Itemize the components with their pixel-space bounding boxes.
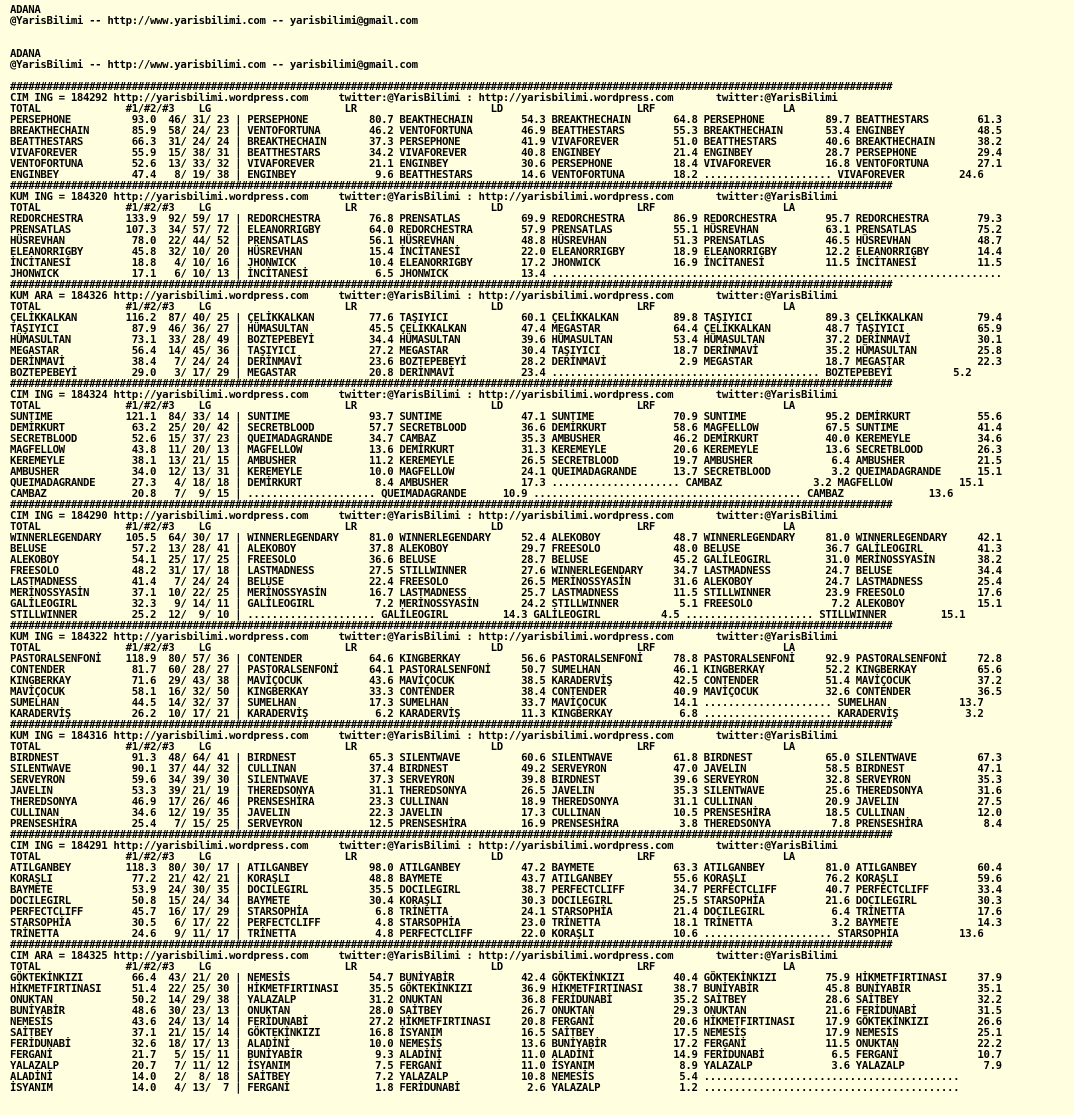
- section-divider: #################################################################################################################################################: [10, 377, 893, 390]
- text-line: KUM ING = 184316 http://yarisbilimi.wordpress.com twitter:@YarisBilimi : http://yarisbilimi.wordpress.com twitter:@YarisBilimi: [10, 729, 838, 742]
- text-line: CIM ARA = 184325 http://yarisbilimi.wordpress.com twitter:@YarisBilimi : http://yarisbilimi.wordpress.com twitter:@YarisBilimi: [10, 949, 838, 962]
- text-line: KORAŞLI 77.2 21/ 42/ 21 | KORAŞLI 48.8 BAYMETE 43.7 ATILGANBEY 55.6 KORAŞLI 76.2 KORAŞLI 59.6: [10, 872, 1002, 885]
- text-line: TRİNETTA 24.6 9/ 11/ 17 | TRİNETTA 4.8 PERFECTCLIFF 22.0 KORAŞLI 10.6 ..................... STARSOPHİA 13.6: [10, 927, 984, 940]
- text-line: ONUKTAN 50.2 14/ 29/ 38 | YALAZALP 31.2 ONUKTAN 36.8 FERİDUNABİ 35.2 SAİTBEY 28.6 SAİTBEY 32.2: [10, 993, 1002, 1006]
- column-header-row: TOTAL #1/#2/#3 LG LR LD LRF LA: [10, 102, 795, 115]
- text-line: MEGASTAR 56.4 14/ 45/ 36 | TAŞIYICI 27.2 MEGASTAR 30.4 TAŞIYICI 18.7 DERİNMAVİ 35.2 HÜMASULTAN 25.8: [10, 344, 1002, 357]
- text-line: STILLWINNER 25.2 12/ 9/ 10 | ..................... GALİLEOGIRL 14.3 GALİLEOGIRL 4.5 ..................... STILLWINNER 15.1: [10, 608, 966, 621]
- text-line: SUMELHAN 44.5 14/ 32/ 37 | SUMELHAN 17.3 SUMELHAN 33.7 MAVİÇOCUK 14.1 ..................... SUMELHAN 13.7: [10, 696, 984, 709]
- section-divider: #################################################################################################################################################: [10, 718, 893, 731]
- text-line: CIM ING = 184324 http://yarisbilimi.wordpress.com twitter:@YarisBilimi : http://yarisbilimi.wordpress.com twitter:@YarisBilimi: [10, 388, 838, 401]
- text-line: @YarisBilimi -- http://www.yarisbilimi.com -- yarisbilimi@gmail.com: [10, 14, 418, 27]
- section-divider: #################################################################################################################################################: [10, 179, 893, 192]
- text-line: BELUSE 57.2 13/ 28/ 41 | ALEKOBOY 37.8 ALEKOBOY 29.7 FREESOLO 48.0 BELUSE 36.7 GALİLEOGIRL 41.3: [10, 542, 1002, 555]
- text-line: ADANA: [10, 3, 41, 16]
- text-line: ALEKOBOY 54.1 25/ 17/ 25 | FREESOLO 36.6 BELUSE 28.7 BELUSE 45.2 GALİLEOGIRL 31.0 MERİNOSSYASİN 38.2: [10, 553, 1002, 566]
- text-line: ALADİNİ 14.0 2/ 8/ 18 | SAİTBEY 7.2 YALAZALP 10.8 NEMESİS 5.4 ..........................................: [10, 1070, 960, 1083]
- text-line: GÖKTEKİNKIZI 66.4 43/ 21/ 20 | NEMESİS 54.7 BUNİYABİR 42.4 GÖKTEKİNKIZI 40.4 GÖKTEKİNKIZI 75.9 HİKMETFIRTINASI 37.9: [10, 971, 1002, 984]
- text-line: ATILGANBEY 118.3 80/ 30/ 17 | ATILGANBEY 98.0 ATILGANBEY 47.2 BAYMETE 63.3 ATILGANBEY 81.0 ATILGANBEY 60.4: [10, 861, 1002, 874]
- text-line: BOZTEPEBEYİ 29.0 3/ 17/ 29 | MEGASTAR 20.8 DERİNMAVİ 23.4 ............................................ BOZTEPEBEYİ 5.2: [10, 366, 972, 379]
- text-line: DOCILEGIRL 50.8 15/ 24/ 34 | BAYMETE 30.4 KORAŞLI 30.3 DOCILEGIRL 25.5 STARSOPHİA 21.6 DOCILEGIRL 30.3: [10, 894, 1002, 907]
- text-line: PERSEPHONE 93.0 46/ 31/ 23 | PERSEPHONE 80.7 BEAKTHECHAIN 54.3 BREAKTHECHAIN 64.8 PERSEPHONE 89.7 BEATTHESTARS 61.3: [10, 113, 1002, 126]
- text-line: PASTORALSENFONİ 118.9 80/ 57/ 36 | CONTENDER 64.6 KINGBERKAY 56.6 PASTORALSENFONİ 78.8 PASTORALSENFONİ 92.9 PASTORALSENFONİ 72.8: [10, 652, 1002, 665]
- text-line: MERİNOSSYASİN 37.1 10/ 22/ 25 | MERİNOSSYASİN 16.7 LASTMADNESS 25.7 LASTMADNESS 11.5 STILLWINNER 23.9 FREESOLO 17.6: [10, 586, 1002, 599]
- text-line: KUM ING = 184320 http://yarisbilimi.wordpress.com twitter:@YarisBilimi : http://yarisbilimi.wordpress.com twitter:@YarisBilimi: [10, 190, 838, 203]
- section-divider: #################################################################################################################################################: [10, 938, 893, 951]
- text-line: NEMESİS 43.6 24/ 13/ 14 | FERİDUNABİ 27.2 HİKMETFIRTINASI 20.8 FERGANİ 20.6 HİKMETFIRTINASI 17.9 GÖKTEKİNKIZI 26.6: [10, 1015, 1002, 1028]
- text-line: BEATTHESTARS 66.3 31/ 24/ 24 | BREAKTHECHAIN 37.3 PERSEPHONE 41.9 VIVAFOREVER 51.0 BEATTHESTARS 40.6 BREAKTHECHAIN 38.2: [10, 135, 1002, 148]
- text-line: KEREMEYLE 38.1 13/ 21/ 15 | AMBUSHER 11.2 KEREMEYLE 26.5 SECRETBLOOD 19.7 AMBUSHER 6.4 AMBUSHER 21.5: [10, 454, 1002, 467]
- column-header-row: TOTAL #1/#2/#3 LG LR LD LRF LA: [10, 520, 795, 533]
- text-line: KUM ING = 184322 http://yarisbilimi.wordpress.com twitter:@YarisBilimi : http://yarisbilimi.wordpress.com twitter:@YarisBilimi: [10, 630, 838, 643]
- text-line: ELEANORRIGBY 45.8 32/ 10/ 20 | HÜSREVHAN 15.4 İNCİTANESİ 22.0 ELEANORRIGBY 18.9 ELEANORRIGBY 12.2 ELEANORRIGBY 14.4: [10, 245, 1002, 258]
- column-header-row: TOTAL #1/#2/#3 LG LR LD LRF LA: [10, 960, 795, 973]
- text-line: THEREDSONYA 46.9 17/ 26/ 46 | PRENSESHİRA 23.3 CULLINAN 18.9 THEREDSONYA 31.1 CULLINAN 20.9 JAVELIN 27.5: [10, 795, 1002, 808]
- text-line: PRENSATLAS 107.3 34/ 57/ 72 | ELEANORRIGBY 64.0 REDORCHESTRA 57.9 PRENSATLAS 55.1 HÜSREVHAN 63.1 PRENSATLAS 75.2: [10, 223, 1002, 236]
- text-line: CIM ING = 184290 http://yarisbilimi.wordpress.com twitter:@YarisBilimi : http://yarisbilimi.wordpress.com twitter:@YarisBilimi: [10, 509, 838, 522]
- text-line: @YarisBilimi -- http://www.yarisbilimi.com -- yarisbilimi@gmail.com: [10, 58, 418, 71]
- section-divider: #################################################################################################################################################: [10, 80, 893, 93]
- text-line: HÜMASULTAN 73.1 33/ 28/ 49 | BOZTEPEBEYİ 34.4 HÜMASULTAN 39.6 HÜMASULTAN 53.4 HÜMASULTAN 37.2 DERİNMAVİ 30.1: [10, 333, 1002, 346]
- text-line: MAVİÇOCUK 58.1 16/ 32/ 50 | KINGBERKAY 33.3 CONTENDER 38.4 CONTENDER 40.9 MAVİÇOCUK 32.6 CONTENDER 36.5: [10, 685, 1002, 698]
- text-line: İNCİTANESİ 18.8 4/ 10/ 16 | JHONWICK 10.4 ELEANORRIGBY 17.2 JHONWICK 16.9 İNCİTANESİ 11.5 İNCİTANESİ 11.5: [10, 256, 1002, 269]
- text-line: SUNTIME 121.1 84/ 33/ 14 | SUNTIME 93.7 SUNTIME 47.1 SUNTIME 70.9 SUNTIME 95.2 DEMİRKURT 55.6: [10, 410, 1002, 423]
- text-line: KINGBERKAY 71.6 29/ 43/ 38 | MAVİÇOCUK 43.6 MAVİÇOCUK 38.5 KARADERVİŞ 42.5 CONTENDER 51.4 MAVİÇOCUK 37.2: [10, 674, 1002, 687]
- text-line: HÜSREVHAN 78.0 22/ 44/ 52 | PRENSATLAS 56.1 HÜSREVHAN 48.8 HÜSREVHAN 51.3 PRENSATLAS 46.5 HÜSREVHAN 48.7: [10, 234, 1002, 247]
- section-divider: #################################################################################################################################################: [10, 278, 893, 291]
- text-line: GALİLEOGIRL 32.3 9/ 14/ 11 | GALİLEOGIRL 7.2 MERİNOSSYASİN 24.2 STILLWINNER 5.1 FREESOLO 7.2 ALEKOBOY 15.1: [10, 597, 1002, 610]
- text-line: CULLINAN 34.6 12/ 19/ 35 | JAVELIN 22.3 JAVELIN 17.3 CULLINAN 10.5 PRENSESHİRA 18.5 CULLINAN 12.0: [10, 806, 1002, 819]
- text-line: BUNİYABİR 48.6 30/ 23/ 13 | ONUKTAN 28.0 SAİTBEY 26.7 ONUKTAN 29.3 ONUKTAN 21.6 FERİDUNABİ 31.5: [10, 1004, 1002, 1017]
- text-line: CIM ING = 184291 http://yarisbilimi.wordpress.com twitter:@YarisBilimi : http://yarisbilimi.wordpress.com twitter:@YarisBilimi: [10, 839, 838, 852]
- text-line: QUEIMADAGRANDE 27.3 4/ 18/ 18 | DEMİRKURT 8.4 AMBUSHER 17.3 ..................... CAMBAZ 3.2 MAGFELLOW 15.1: [10, 476, 984, 489]
- text-line: DERİNMAVİ 38.4 7/ 24/ 24 | DERİNMAVİ 23.6 BOZTEPEBEYİ 28.2 DERİNMAVİ 2.9 MEGASTAR 18.7 MEGASTAR 22.3: [10, 355, 1002, 368]
- text-line: PRENSESHİRA 25.4 7/ 15/ 25 | SERVEYRON 12.5 PRENSESHİRA 16.9 PRENSESHİRA 3.8 THEREDSONYA 7.8 PRENSESHİRA 8.4: [10, 817, 1002, 830]
- text-line: LASTMADNESS 41.4 7/ 24/ 24 | BELUSE 22.4 FREESOLO 26.5 MERİNOSSYASİN 31.6 ALEKOBOY 24.7 LASTMADNESS 25.4: [10, 575, 1002, 588]
- section-divider: #################################################################################################################################################: [10, 619, 893, 632]
- column-header-row: TOTAL #1/#2/#3 LG LR LD LRF LA: [10, 641, 795, 654]
- text-line: VENTOFORTUNA 52.6 13/ 33/ 32 | VIVAFOREVER 21.1 ENGINBEY 30.6 PERSEPHONE 18.4 VIVAFOREVER 16.8 VENTOFORTUNA 27.1: [10, 157, 1002, 170]
- text-line: ÇELİKKALKAN 116.2 87/ 40/ 25 | ÇELİKKALKAN 77.6 TAŞIYICI 60.1 ÇELİKKALKAN 89.8 TAŞIYICI 89.3 ÇELİKKALKAN 79.4: [10, 311, 1002, 324]
- text-line: FREESOLO 48.2 31/ 17/ 18 | LASTMADNESS 27.5 STILLWINNER 27.6 WINNERLEGENDARY 34.7 LASTMADNESS 24.7 BELUSE 34.4: [10, 564, 1002, 577]
- text-line: SILENTWAVE 90.1 37/ 44/ 32 | CULLINAN 37.4 BIRDNEST 49.2 SERVEYRON 47.0 JAVELIN 58.5 BIRDNEST 47.1: [10, 762, 1002, 775]
- text-line: CAMBAZ 20.8 7/ 9/ 15 | ..................... QUEIMADAGRANDE 10.9 ............................................ CAMBAZ 13.6: [10, 487, 954, 500]
- text-line: CONTENDER 81.7 60/ 28/ 27 | PASTORALSENFONİ 64.1 PASTORALSENFONİ 50.7 SUMELHAN 46.1 KINGBERKAY 52.2 KINGBERKAY 65.6: [10, 663, 1002, 676]
- text-line: BREAKTHECHAIN 85.9 58/ 24/ 23 | VENTOFORTUNA 46.2 VENTOFORTUNA 46.9 BEATTHESTARS 55.3 BREAKTHECHAIN 53.4 ENGINBEY 48.5: [10, 124, 1002, 137]
- text-line: FERGANİ 21.7 5/ 15/ 11 | BUNİYABİR 9.3 ALADİNİ 11.0 ALADİNİ 14.9 FERİDUNABİ 6.5 FERGANİ 10.7: [10, 1048, 1002, 1061]
- text-line: HİKMETFIRTINASI 51.4 22/ 25/ 30 | HİKMETFIRTINASI 35.5 GÖKTEKİNKIZI 36.9 HİKMETFIRTINASI 38.7 BUNİYABİR 45.8 BUNİYABİR 35.1: [10, 982, 1002, 995]
- text-line: SERVEYRON 59.6 34/ 39/ 30 | SILENTWAVE 37.3 SERVEYRON 39.8 BIRDNEST 39.6 SERVEYRON 32.8 SERVEYRON 35.3: [10, 773, 1002, 786]
- text-line: ENGINBEY 47.4 8/ 19/ 38 | ENGINBEY 9.6 BEATTHESTARS 14.6 VENTOFORTUNA 18.2 ..................... VIVAFOREVER 24.6: [10, 168, 984, 181]
- text-line: CIM ING = 184292 http://yarisbilimi.wordpress.com twitter:@YarisBilimi : http://yarisbilimi.wordpress.com twitter:@YarisBilimi: [10, 91, 838, 104]
- text-line: FERİDUNABİ 32.6 18/ 17/ 13 | ALADİNİ 10.0 NEMESİS 13.6 BUNİYABİR 17.2 FERGANİ 11.5 ONUKTAN 22.2: [10, 1037, 1002, 1050]
- text-line: TAŞIYICI 87.9 46/ 36/ 27 | HÜMASULTAN 45.5 ÇELİKKALKAN 47.4 MEGASTAR 64.4 ÇELİKKALKAN 48.7 TAŞIYICI 65.9: [10, 322, 1002, 335]
- text-line: KARADERVİŞ 26.2 10/ 17/ 21 | KARADERVİŞ 6.2 KARADERVİŞ 11.3 KINGBERKAY 6.8 ..................... KARADERVİŞ 3.2: [10, 707, 984, 720]
- text-line: [10, 37, 1064, 48]
- text-line: SECRETBLOOD 52.6 15/ 37/ 23 | QUEIMADAGRANDE 34.7 CAMBAZ 35.3 AMBUSHER 46.2 DEMİRKURT 40.0 KEREMEYLE 34.6: [10, 432, 1002, 445]
- text-line: STARSOPHİA 30.5 6/ 17/ 22 | PERFECTCLIFF 4.8 STARSOPHİA 23.0 TRİNETTA 18.1 TRİNETTA 3.2 BAYMETE 14.3: [10, 916, 1002, 929]
- section-divider: #################################################################################################################################################: [10, 828, 893, 841]
- text-line: VIVAFOREVER 55.9 15/ 38/ 31 | BEATTHESTARS 34.2 VIVAFOREVER 40.8 ENGINBEY 21.4 ENGINBEY 28.7 PERSEPHONE 29.4: [10, 146, 1002, 159]
- text-line: BAYMETE 53.9 24/ 30/ 35 | DOCILEGIRL 35.5 DOCILEGIRL 38.7 PERFECTCLIFF 34.7 PERFECTCLIFF 40.7 PERFECTCLIFF 33.4: [10, 883, 1002, 896]
- text-line: JAVELIN 53.3 39/ 21/ 19 | THEREDSONYA 31.1 THEREDSONYA 26.5 JAVELIN 35.3 SILENTWAVE 25.6 THEREDSONYA 31.6: [10, 784, 1002, 797]
- section-divider: #################################################################################################################################################: [10, 498, 893, 511]
- column-header-row: TOTAL #1/#2/#3 LG LR LD LRF LA: [10, 850, 795, 863]
- text-line: BIRDNEST 91.3 48/ 64/ 41 | BIRDNEST 65.3 SILENTWAVE 60.6 SILENTWAVE 61.8 BIRDNEST 65.0 SILENTWAVE 67.3: [10, 751, 1002, 764]
- text-line: WINNERLEGENDARY 105.5 64/ 30/ 17 | WINNERLEGENDARY 81.0 WINNERLEGENDARY 52.4 ALEKOBOY 48.7 WINNERLEGENDARY 81.0 WINNERLEGENDARY 42.1: [10, 531, 1002, 544]
- text-line: MAGFELLOW 43.8 11/ 20/ 13 | MAGFELLOW 13.6 DEMİRKURT 31.3 KEREMEYLE 20.6 KEREMEYLE 13.6 SECRETBLOOD 26.3: [10, 443, 1002, 456]
- text-line: AMBUSHER 34.0 12/ 13/ 31 | KEREMEYLE 10.0 MAGFELLOW 24.1 QUEIMADAGRANDE 13.7 SECRETBLOOD 3.2 QUEIMADAGRANDE 15.1: [10, 465, 1002, 478]
- text-line: PERFECTCLIFF 45.7 16/ 17/ 29 | STARSOPHİA 6.8 TRİNETTA 24.1 STARSOPHİA 21.4 DOCILEGIRL 6.4 TRİNETTA 17.6: [10, 905, 1002, 918]
- column-header-row: TOTAL #1/#2/#3 LG LR LD LRF LA: [10, 740, 795, 753]
- text-line: ADANA: [10, 47, 41, 60]
- text-line: SAİTBEY 37.1 21/ 15/ 14 | GÖKTEKİNKIZI 16.8 İSYANIM 16.5 SAİTBEY 17.5 NEMESİS 17.9 NEMESİS 25.1: [10, 1026, 1002, 1039]
- column-header-row: TOTAL #1/#2/#3 LG LR LD LRF LA: [10, 399, 795, 412]
- text-line: KUM ARA = 184326 http://yarisbilimi.wordpress.com twitter:@YarisBilimi : http://yarisbilimi.wordpress.com twitter:@YarisBilimi: [10, 289, 838, 302]
- text-line: JHONWICK 17.1 6/ 10/ 13 | İNCİTANESİ 6.5 JHONWICK 13.4 ..........................................................................: [10, 267, 1002, 280]
- text-line: DEMİRKURT 63.2 25/ 20/ 42 | SECRETBLOOD 57.7 SECRETBLOOD 36.6 DEMİRKURT 58.6 MAGFELLOW 67.5 SUNTIME 41.4: [10, 421, 1002, 434]
- text-line: REDORCHESTRA 133.9 92/ 59/ 17 | REDORCHESTRA 76.8 PRENSATLAS 69.9 REDORCHESTRA 86.9 REDORCHESTRA 95.7 REDORCHESTRA 79.3: [10, 212, 1002, 225]
- column-header-row: TOTAL #1/#2/#3 LG LR LD LRF LA: [10, 300, 795, 313]
- text-line: [10, 26, 1064, 37]
- text-line: YALAZALP 20.7 7/ 11/ 12 | İSYANIM 7.5 FERGANİ 11.0 İSYANIM 8.9 YALAZALP 3.6 YALAZALP 7.9: [10, 1059, 1002, 1072]
- text-line: İSYANIM 14.0 4/ 13/ 7 | FERGANİ 1.8 FERİDUNABİ 2.6 YALAZALP 1.2 ..........................................: [10, 1081, 960, 1094]
- column-header-row: TOTAL #1/#2/#3 LG LR LD LRF LA: [10, 201, 795, 214]
